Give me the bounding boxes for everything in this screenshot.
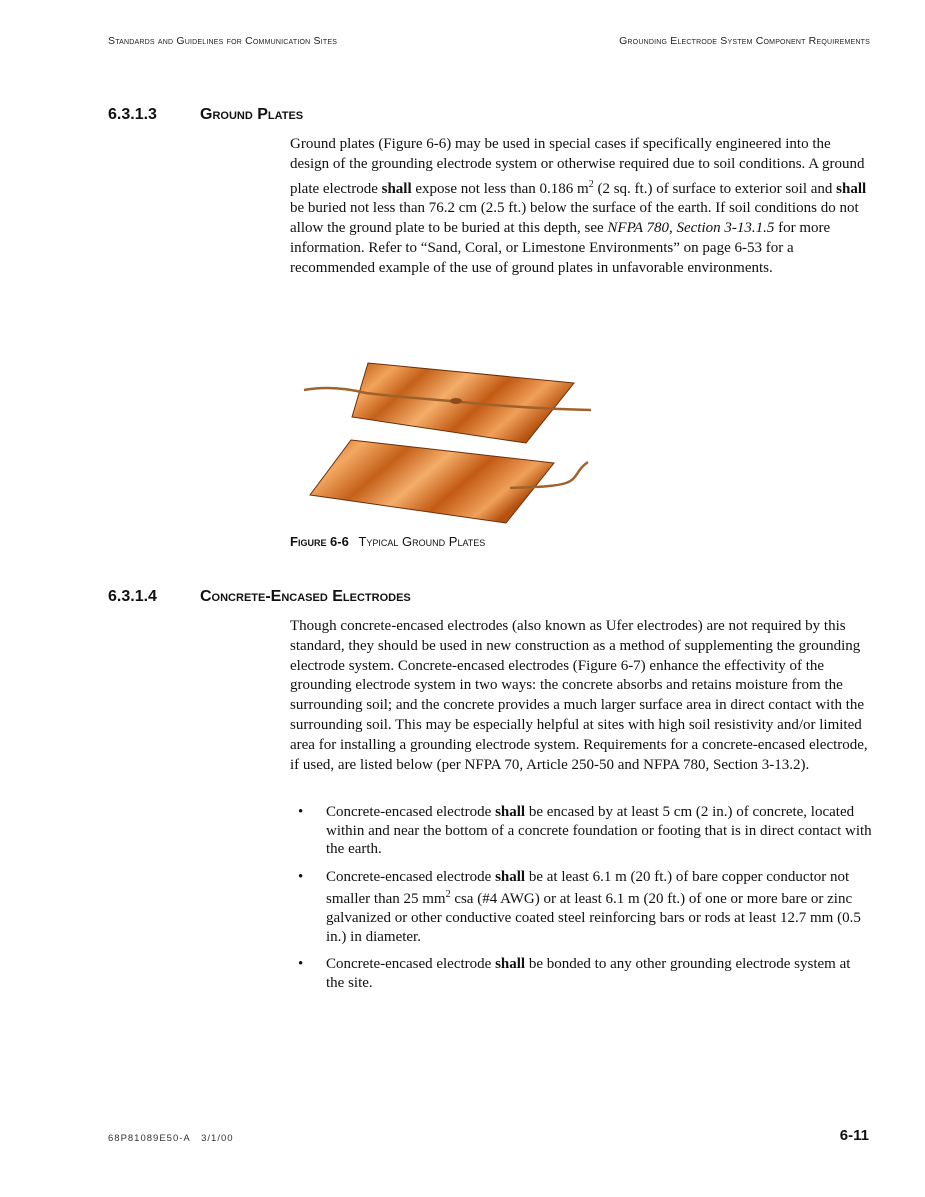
section-number-concrete-encased: 6.3.1.4 xyxy=(108,588,157,605)
bullet-icon: • xyxy=(298,804,304,820)
superscript: 2 xyxy=(588,178,594,190)
text-run: Ground plates (Figure 6-6) may be used in special cases if specifically engineered into the design of the grounding electrode system or otherwise required due to soil conditions. A ground plate electrode xyxy=(290,136,865,197)
text-run: Concrete-encased electrode xyxy=(326,956,496,973)
running-header-right: Grounding Electrode System Component Requirements xyxy=(619,35,870,47)
figure-label: Figure 6-6 xyxy=(290,534,349,549)
text-run: be at least 6.1 m (20 ft.) of bare copper conductor not smaller than 25 mm xyxy=(326,868,850,908)
text-run: be bonded to any other grounding electrode system at the site. xyxy=(326,956,851,991)
text-run: Concrete-encased electrode xyxy=(326,868,496,885)
text-run: Concrete-encased electrode xyxy=(326,804,496,820)
running-header-left: Standards and Guidelines for Communication Sites xyxy=(108,35,338,47)
nfpa-reference: NFPA 780, Section 3-13.1.5 xyxy=(607,220,775,237)
bullet-icon: • xyxy=(298,956,304,973)
list-item xyxy=(290,868,872,946)
emphasis-shall: shall xyxy=(495,804,526,820)
ground-plates-paragraph xyxy=(290,135,872,279)
text-run: Though concrete-encased electrodes (also known as Ufer electrodes) are not required by this standard, they should be used in new construction as a method of supplementing the grounding electrode system. Concrete-encased electrodes (Figure 6-7) enhance the effectivity of the grounding electrode system in two ways: the concrete absorbs and retains moisture from the surrounding soil; and the concrete provides a much larger surface area in direct contact with the surrounding soil. This may be especially helpful at sites with high soil resistivity and/or limited area for installing a grounding electrode system. Requirements for a concrete-encased electrode, if used, are listed below (per NFPA 70, Article 250-50 and NFPA 780, Section 3-13.2). xyxy=(290,618,868,773)
bullet-icon: • xyxy=(298,868,304,885)
superscript: 2 xyxy=(445,889,451,901)
ground-plates-figure xyxy=(296,355,596,525)
wire-clamp xyxy=(450,398,462,404)
footer-doc-id: 68P81089E50-A 3/1/00 xyxy=(108,1133,234,1144)
emphasis-shall: shall xyxy=(495,868,526,885)
emphasis-shall: shall xyxy=(836,180,867,197)
figure-caption-text: Typical Ground Plates xyxy=(358,534,486,549)
requirements-list xyxy=(290,803,872,1001)
figure-caption xyxy=(290,534,485,549)
text-run: for more information. Refer to “Sand, Coral, or Limestone Environments” on page 6-53 for a recommended example of the use of ground plates in unfavorable environments. xyxy=(290,220,831,276)
text-run: be encased by at least 5 cm (2 in.) of concrete, located within and near the bottom of a concrete foundation or footing that is in direct contact with the earth. xyxy=(326,804,872,858)
footer-page-number: 6-11 xyxy=(839,1127,869,1144)
emphasis-shall: shall xyxy=(495,956,526,973)
list-item xyxy=(290,803,872,859)
section-number-ground-plates: 6.3.1.3 xyxy=(108,106,157,123)
text-run: be buried not less than 76.2 cm (2.5 ft.) below the surface of the earth. If soil conditions do not allow the ground plate to be buried at this depth, see xyxy=(290,200,859,237)
text-run: expose not less than 0.186 m xyxy=(411,180,589,197)
text-run: csa (#4 AWG) or at least 6.1 m (20 ft.) of one or more bare or zinc galvanized or other conductive coated steel reinforcing bars or rods at least 12.7 mm (0.5 in.) in diameter. xyxy=(326,891,861,945)
text-run: (2 sq. ft.) of surface to exterior soil and xyxy=(593,180,837,197)
concrete-encased-paragraph xyxy=(290,617,872,775)
ground-plate-bottom xyxy=(310,440,554,523)
section-title-ground-plates: Ground Plates xyxy=(200,106,304,123)
section-title-concrete-encased: Concrete-Encased Electrodes xyxy=(200,588,411,605)
emphasis-shall: shall xyxy=(381,180,412,197)
list-item xyxy=(290,955,872,992)
